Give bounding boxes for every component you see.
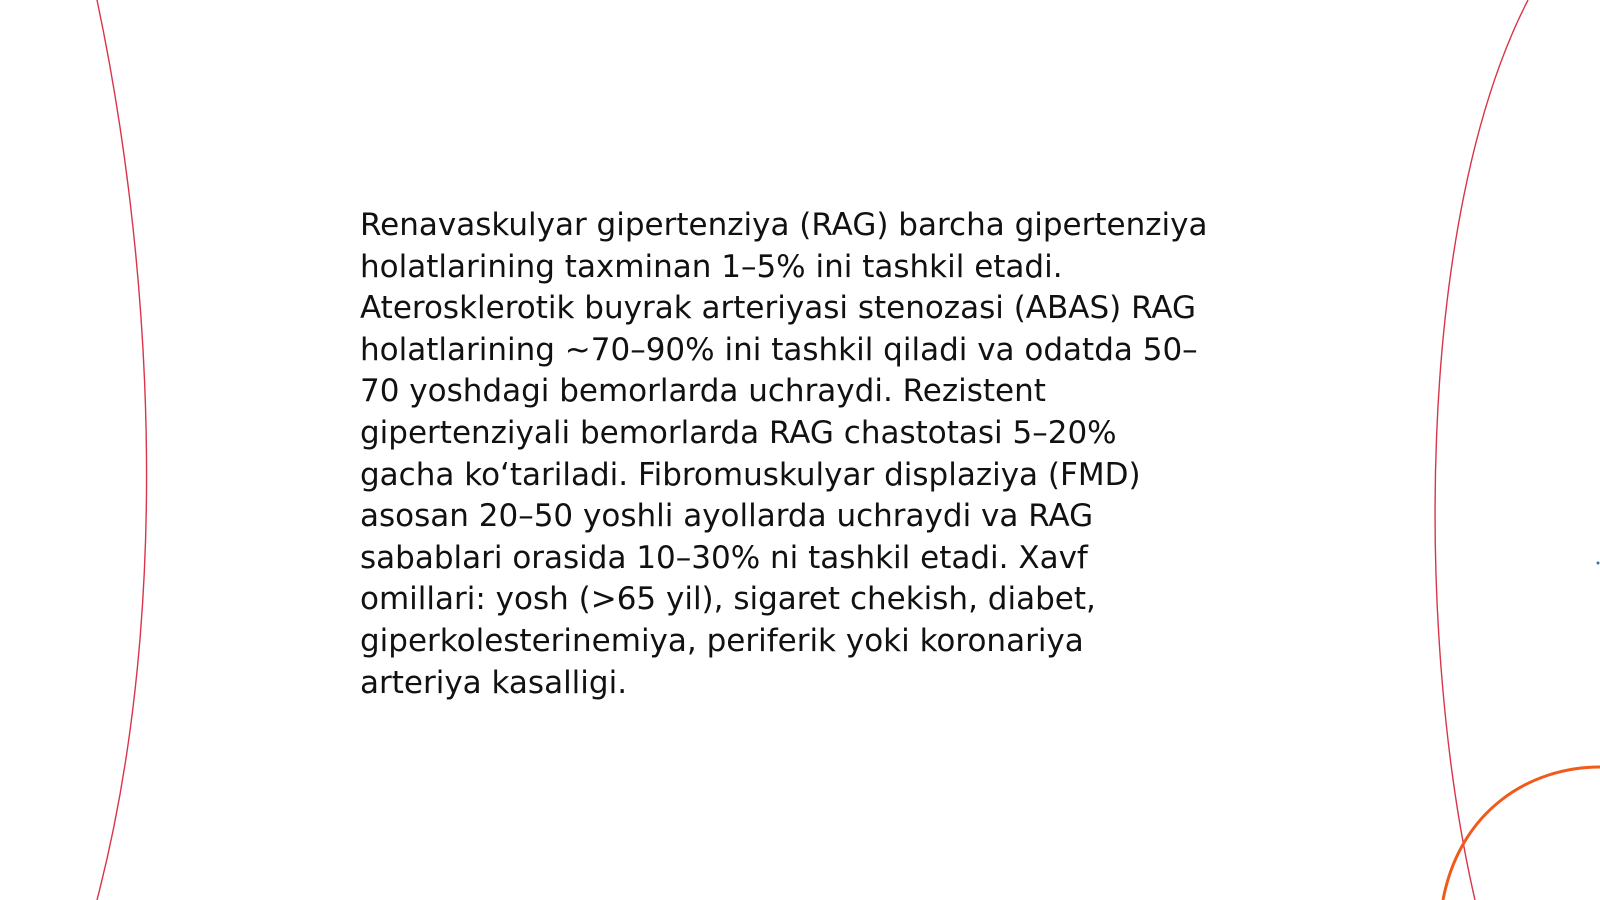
orange-circle-arc <box>1443 767 1600 900</box>
right-edge-dot <box>1597 562 1600 565</box>
paragraph-line: Aterosklerotik buyrak arteriyasi stenozasi (ABAS) RAG <box>360 290 1197 327</box>
paragraph-line: giperkolesterinemiya, periferik yoki koronariya <box>360 622 1084 659</box>
body-paragraph <box>360 205 1260 704</box>
right-arc-line <box>1435 0 1528 900</box>
paragraph-line: gacha ko‘tariladi. Fibromuskulyar displaziya (FMD) <box>360 456 1141 493</box>
paragraph-line: 70 yoshdagi bemorlarda uchraydi. Rezistent <box>360 373 1046 410</box>
paragraph-line: holatlarining taxminan 1–5% ini tashkil etadi. <box>360 248 1063 285</box>
left-arc-line <box>97 0 147 900</box>
paragraph-line: asosan 20–50 yoshli ayollarda uchraydi va RAG <box>360 498 1094 535</box>
paragraph-line: Renavaskulyar gipertenziya (RAG) barcha gipertenziya <box>360 207 1208 243</box>
paragraph-line: omillari: yosh (>65 yil), sigaret chekish, diabet, <box>360 581 1096 618</box>
paragraph-line: gipertenziyali bemorlarda RAG chastotasi 5–20% <box>360 414 1117 451</box>
paragraph-line: arteriya kasalligi. <box>360 664 628 701</box>
paragraph-line: sabablari orasida 10–30% ni tashkil etadi. Xavf <box>360 539 1088 576</box>
paragraph-line: holatlarining ~70–90% ini tashkil qiladi va odatda 50– <box>360 331 1198 368</box>
